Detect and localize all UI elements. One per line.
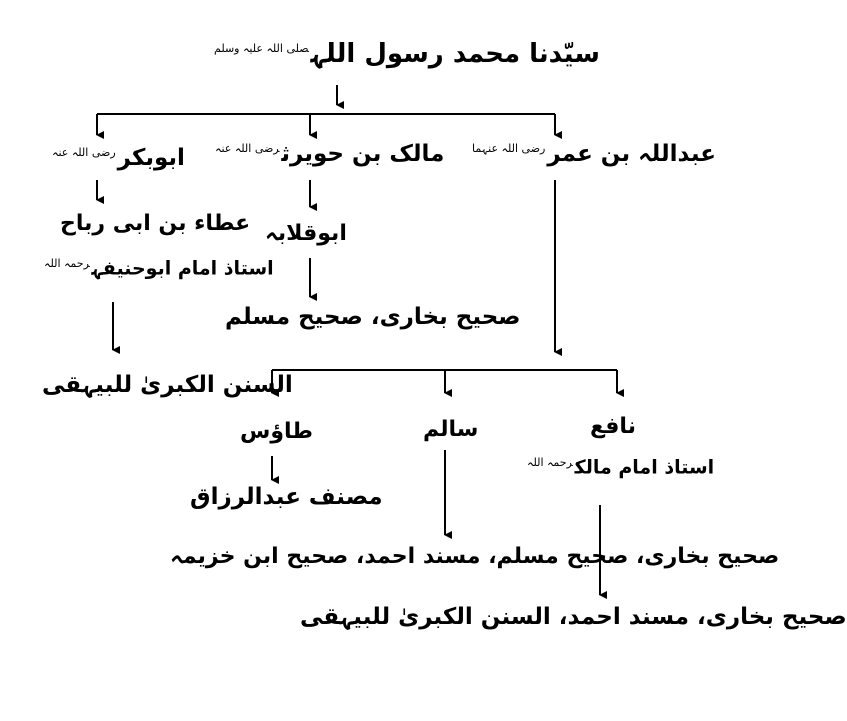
root-node: [212, 40, 600, 69]
node-salim-books: صحیح بخاری، صحیح مسلم، مسند احمد، صحیح ابن خزیمہ: [170, 544, 780, 569]
node-nafi-books: صحیح بخاری، مسند احمد، السنن الکبریٰ للبیہقی: [300, 604, 847, 630]
node-salim: سالم: [423, 417, 479, 442]
root-honorific: صلی اللہ علیہ وسلم: [214, 42, 309, 56]
node-abdullah-bin-umar: [470, 142, 716, 167]
root-name: سیّدنا محمد رسول اللہ: [310, 39, 600, 69]
ustad-abuhanifa-honorific: رحمہ اللہ: [44, 257, 90, 270]
node-nafi-sub: [525, 457, 714, 478]
malik-honorific: رضی اللہ عنہ: [215, 142, 280, 156]
node-nafi: نافع: [590, 414, 636, 439]
abdullah-honorific: رضی اللہ عنہما: [472, 142, 546, 156]
node-malik-bin-huwairith: [213, 142, 444, 167]
node-ata-bin-abi-rabah: عطاء بن ابی رباح: [60, 211, 251, 236]
nafi-sub-text: استاذ امام مالک: [574, 456, 715, 479]
node-sunan-kubra-abubakr: السنن الکبریٰ للبیہقی: [42, 372, 293, 398]
abdullah-name: عبداللہ بن عمر: [547, 141, 716, 167]
nafi-sub-honorific: رحمہ اللہ: [527, 456, 573, 469]
abubakr-name: ابوبکر: [117, 145, 185, 171]
node-abu-bakr: [50, 146, 185, 171]
node-musannaf-abdulrazzaq: مصنف عبدالرزاق: [190, 484, 383, 510]
node-ustad-abu-hanifa: [42, 258, 274, 279]
node-bukhari-muslim: صحیح بخاری، صحیح مسلم: [225, 304, 521, 330]
ustad-abuhanifa-text: استاذ امام ابوحنیفہ: [91, 257, 274, 280]
node-abu-qilaba: ابوقلابہ: [265, 221, 347, 246]
node-tawus: طاؤس: [240, 419, 314, 444]
malik-name: مالک بن حویرث: [281, 141, 445, 167]
abubakr-honorific: رضی اللہ عنہ: [52, 146, 116, 160]
